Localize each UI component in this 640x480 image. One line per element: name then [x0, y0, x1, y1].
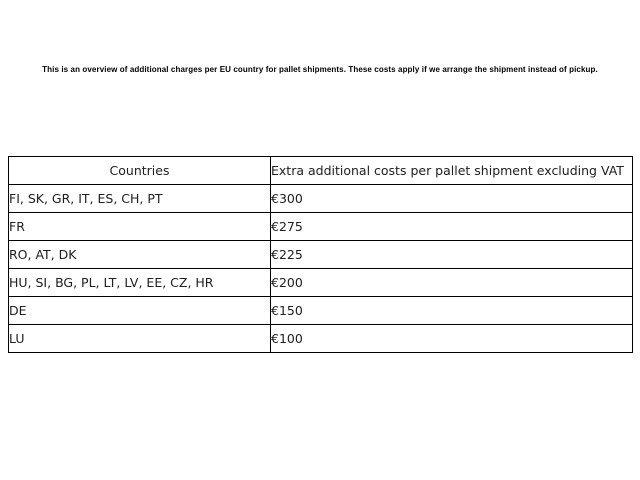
table-header-row: [9, 157, 633, 185]
page-caption: This is an overview of additional charges per EU country for pallet shipments. These costs apply if we arrange the shipment instead of pickup.: [42, 65, 598, 74]
table-row: [9, 241, 633, 269]
countries-column-header: Countries: [9, 157, 271, 185]
table-row: [9, 213, 633, 241]
table-row: [9, 269, 633, 297]
charges-table: [8, 156, 633, 353]
table-row: [9, 185, 633, 213]
countries-cell: FR: [9, 213, 271, 241]
countries-cell: DE: [9, 297, 271, 325]
table-row: [9, 297, 633, 325]
cost-cell: €100: [271, 325, 633, 353]
table-row: [9, 325, 633, 353]
cost-cell: €150: [271, 297, 633, 325]
cost-column-header: Extra additional costs per pallet shipment excluding VAT: [271, 157, 633, 185]
cost-cell: €200: [271, 269, 633, 297]
countries-cell: FI, SK, GR, IT, ES, CH, PT: [9, 185, 271, 213]
cost-cell: €300: [271, 185, 633, 213]
countries-cell: LU: [9, 325, 271, 353]
countries-cell: HU, SI, BG, PL, LT, LV, EE, CZ, HR: [9, 269, 271, 297]
cost-cell: €225: [271, 241, 633, 269]
cost-cell: €275: [271, 213, 633, 241]
countries-cell: RO, AT, DK: [9, 241, 271, 269]
